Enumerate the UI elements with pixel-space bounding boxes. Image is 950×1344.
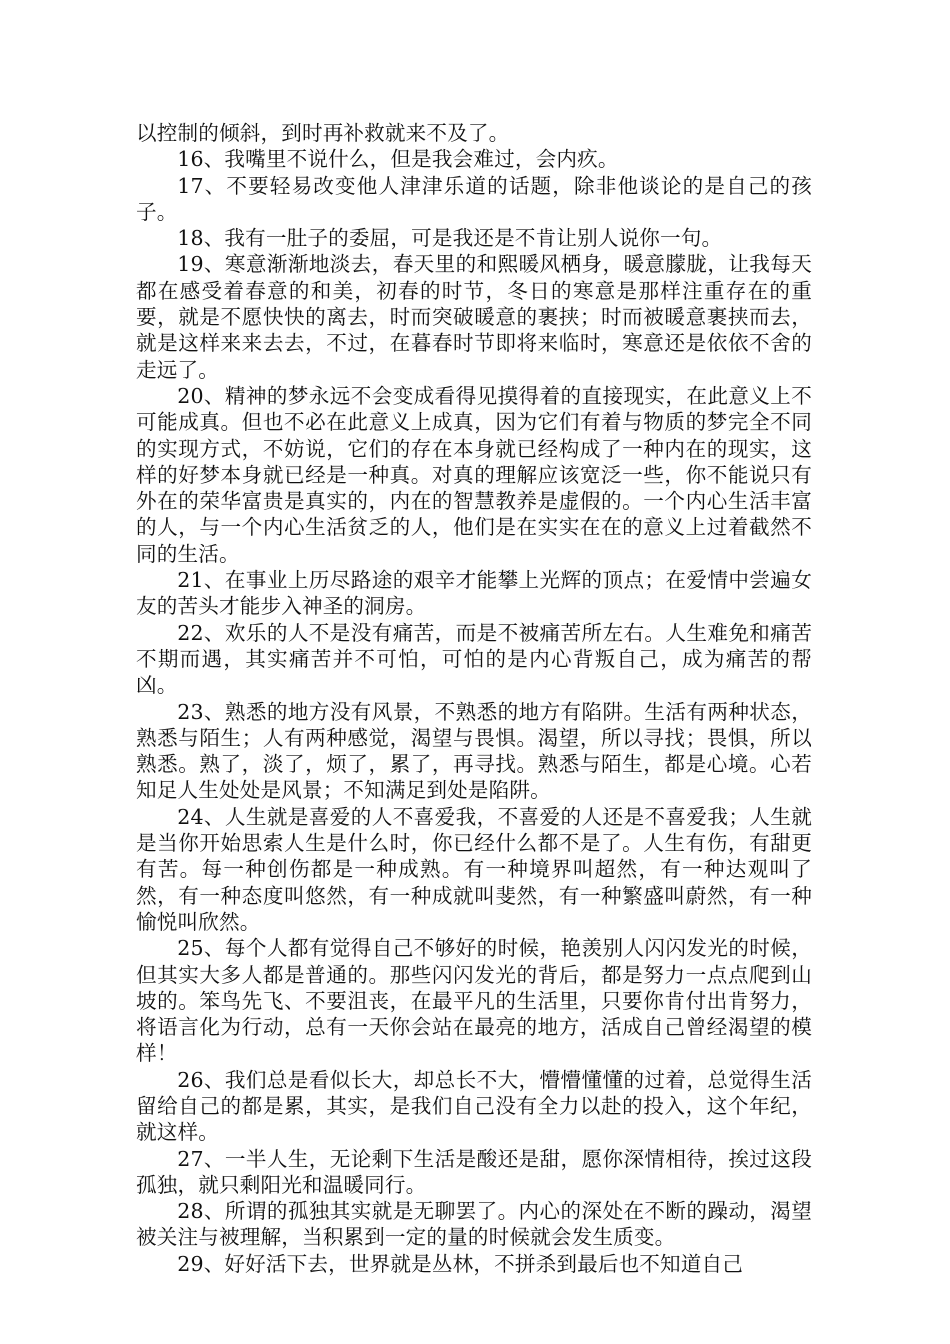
paragraph-27: 27、一半人生，无论剩下生活是酸还是甜，愿你深情相待，挨过这段孤独，就只剩阳光和温暖同行。	[136, 1146, 812, 1197]
document-body	[136, 120, 812, 1277]
paragraph-26: 26、我们总是看似长大，却总长不大，懵懵懂懂的过着，总觉得生活留给自己的都是累，其实，是我们自己没有全力以赴的投入，这个年纪，就这样。	[136, 1067, 812, 1145]
paragraph-19: 19、寒意渐渐地淡去，春天里的和熙暖风栖身，暖意朦胧，让我每天都在感受着春意的和美，初春的时节，冬日的寒意是那样注重存在的重要，就是不愿快快的离去，时而突破暖意的裹挟；时而被暖意裹挟而去，就是这样来来去去，不过，在暮春时节即将来临时，寒意还是依依不舍的走远了。	[136, 252, 812, 382]
paragraph-24: 24、人生就是喜爱的人不喜爱我，不喜爱的人还是不喜爱我；人生就是当你开始思索人生是什么时，你已经什么都不是了。人生有伤，有甜更有苦。每一种创伤都是一种成熟。有一种境界叫超然，有一种达观叫了然，有一种态度叫悠然，有一种成就叫斐然，有一种繁盛叫蔚然，有一种愉悦叫欣然。	[136, 804, 812, 934]
paragraph-25: 25、每个人都有觉得自己不够好的时候，艳羡别人闪闪发光的时候，但其实大多人都是普通的。那些闪闪发光的背后，都是努力一点点爬到山坡的。笨鸟先飞、不要沮丧，在最平凡的生活里，只要你肯付出肯努力，将语言化为行动，总有一天你会站在最亮的地方，活成自己曾经渴望的模样！	[136, 936, 812, 1066]
paragraph-16: 16、我嘴里不说什么，但是我会难过，会内疚。	[177, 147, 619, 172]
paragraph-21: 21、在事业上历尽路途的艰辛才能攀上光辉的顶点；在爱情中尝遍女友的苦头才能步入神圣的洞房。	[136, 568, 812, 619]
paragraph-continued: 以控制的倾斜，到时再补救就来不及了。	[136, 121, 510, 145]
paragraph-18: 18、我有一肚子的委屈，可是我还是不肯让别人说你一句。	[177, 226, 723, 251]
paragraph-17: 17、不要轻易改变他人津津乐道的话题，除非他谈论的是自己的孩子。	[136, 173, 812, 224]
paragraph-29: 29、好好活下去，世界就是丛林，不拼杀到最后也不知道自己	[177, 1251, 744, 1276]
paragraph-20: 20、精神的梦永远不会变成看得见摸得着的直接现实，在此意义上不可能成真。但也不必在此意义上成真，因为它们有着与物质的梦完全不同的实现方式，不妨说，它们的存在本身就已经构成了一种内在的现实，这样的好梦本身就已经是一种真。对真的理解应该宽泛一些，你不能说只有外在的荣华富贵是真实的，内在的智慧教养是虚假的。一个内心生活丰富的人，与一个内心生活贫乏的人，他们是在实实在在的意义上过着截然不同的生活。	[136, 383, 812, 566]
paragraph-23: 23、熟悉的地方没有风景，不熟悉的地方有陷阱。生活有两种状态，熟悉与陌生；人有两种感觉，渴望与畏惧。渴望，所以寻找；畏惧，所以熟悉。熟了，淡了，烦了，累了，再寻找。熟悉与陌生，都是心境。心若知足人生处处是风景；不知满足到处是陷阱。	[136, 699, 812, 803]
paragraph-28: 28、所谓的孤独其实就是无聊罢了。内心的深处在不断的躁动，渴望被关注与被理解，当积累到一定的量的时候就会发生质变。	[136, 1199, 812, 1250]
paragraph-22: 22、欢乐的人不是没有痛苦，而是不被痛苦所左右。人生难免和痛苦不期而遇，其实痛苦并不可怕，可怕的是内心背叛自己，成为痛苦的帮凶。	[136, 620, 812, 698]
